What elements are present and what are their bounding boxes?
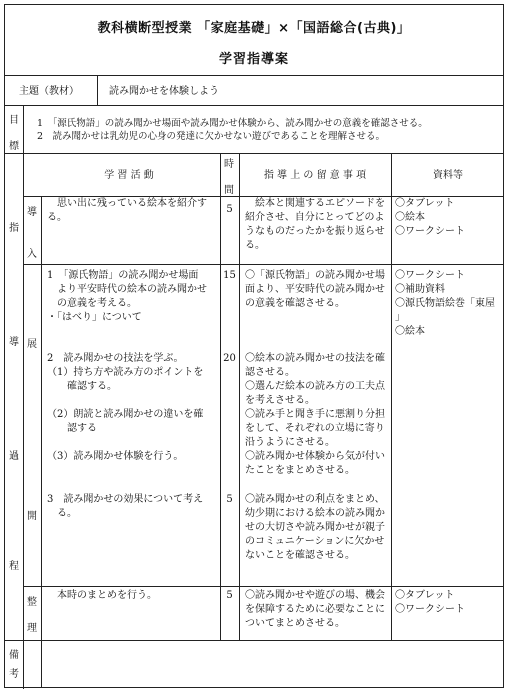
time-left-divider xyxy=(220,153,221,640)
theme-value: 読み聞かせを体験しよう xyxy=(109,86,219,97)
development-bottom-line xyxy=(23,586,503,587)
objective-label-2: 標 xyxy=(9,141,19,152)
stage-sum-1: 整 xyxy=(27,597,37,608)
col-time-header-2: 間 xyxy=(224,185,234,196)
remarks-label-1: 備 xyxy=(9,650,19,661)
stage-intro-1: 導 xyxy=(27,207,37,218)
intro-activity: 思い出に残っている絵本を紹介す る。 xyxy=(47,198,207,223)
dev-time-2: 20 xyxy=(223,353,236,364)
objective-item-2: 2 読み聞かせは乳幼児の心身の発達に欠かせない遊びであることを理解させる。 xyxy=(37,131,386,142)
dev-time-3: 5 xyxy=(226,494,233,505)
dev-activity-3: 3 読み聞かせの効果について考え る。 xyxy=(47,494,204,519)
document-subtitle: 学習指導案 xyxy=(218,52,289,67)
dev-materials: 〇ワークシート 〇補助資料 〇源氏物語絵巻「東屋 」 〇絵本 xyxy=(395,270,495,337)
dev-notes-1: 〇「源氏物語」の読み聞かせ場 面より、平安時代の読み聞かせ の意義を確認させる。 xyxy=(245,270,385,309)
col-time-header-1: 時 xyxy=(224,159,234,170)
dev-time-1: 15 xyxy=(223,270,236,281)
intro-bottom-line xyxy=(23,264,503,265)
stage-divider xyxy=(41,196,42,640)
summary-activity: 本時のまとめを行う。 xyxy=(47,590,157,601)
theme-bottom-line xyxy=(5,105,503,106)
dev-activity-2: 2 読み聞かせの技法を学ぶ。 （1）持ち方や読み方のポイントを 確認する。 （2）朗読と読み聞かせの違いを確 認する （3）読み聞かせ体験を行う。 xyxy=(47,353,204,462)
intro-materials: 〇タブレット 〇絵本 〇ワークシート xyxy=(395,198,465,237)
theme-divider xyxy=(97,75,98,105)
intro-notes: 絵本と関連するエピソードを 紹介させ、自分にとってどのよ うなものだったかを振り返らせ る。 xyxy=(245,198,385,251)
col-materials-header: 資料等 xyxy=(433,170,463,181)
summary-bottom-line xyxy=(5,640,503,641)
stage-intro-2: 入 xyxy=(27,249,37,260)
side-label-tei: 程 xyxy=(9,561,19,572)
stage-dev-2: 開 xyxy=(27,511,37,522)
stage-dev-1: 展 xyxy=(27,339,37,350)
theme-label: 主題（教材） xyxy=(19,86,79,97)
col-activity-header: 学 習 活 動 xyxy=(104,170,154,181)
remarks-label-2: 考 xyxy=(9,669,19,680)
time-right-divider xyxy=(239,153,240,640)
side-label-shi: 指 xyxy=(9,223,19,234)
dev-notes-2: 〇絵本の読み聞かせの技法を確 認させる。 〇選んだ絵本の読み方の工夫点 を考えさせる。 〇読み手と聞き手に悪割り分担 をして、それぞれの立場に寄り 沿うようにさせる。 〇読み聞かせ体験から気が付い たことをまとめさせる。 xyxy=(245,353,385,476)
left-label-divider xyxy=(23,105,24,689)
side-label-ka: 過 xyxy=(9,451,19,462)
summary-time: 5 xyxy=(226,590,233,601)
dev-activity-1: 1 「源氏物語」の読み聞かせ場面 より平安時代の絵本の読み聞かせ の意義を考える。 ・「はべり」について xyxy=(47,270,207,323)
dev-notes-3: 〇読み聞かせの利点をまとめ、 幼少期における絵本の読み聞か せの大切さや読み聞かせが親子 のコミュニケーションに欠かせ ないことを確認させる。 xyxy=(245,494,385,561)
lesson-plan-header xyxy=(5,5,503,76)
objective-label-1: 目 xyxy=(9,115,19,126)
col-notes-header: 指 導 上 の 留 意 事 項 xyxy=(263,170,367,181)
summary-materials: 〇タブレット 〇ワークシート xyxy=(395,590,465,615)
materials-divider xyxy=(391,153,392,640)
intro-time: 5 xyxy=(226,204,233,215)
side-label-dou: 導 xyxy=(9,337,19,348)
remarks-divider xyxy=(41,640,42,687)
objective-item-1: 1 「源氏物語」の読み聞かせ場面や読み聞かせ体験から、読み聞かせの意義を確認させる。 xyxy=(37,118,428,129)
document-title: 教科横断型授業 「家庭基礎」×「国語総合(古典)」 xyxy=(97,21,411,36)
summary-notes: 〇読み聞かせや遊びの場、機会 を保障するために必要なことに ついてまとめさせる。 xyxy=(245,590,385,629)
objectives-bottom-line xyxy=(5,153,503,154)
stage-sum-2: 理 xyxy=(27,623,37,634)
lesson-plan-sheet xyxy=(4,4,504,688)
